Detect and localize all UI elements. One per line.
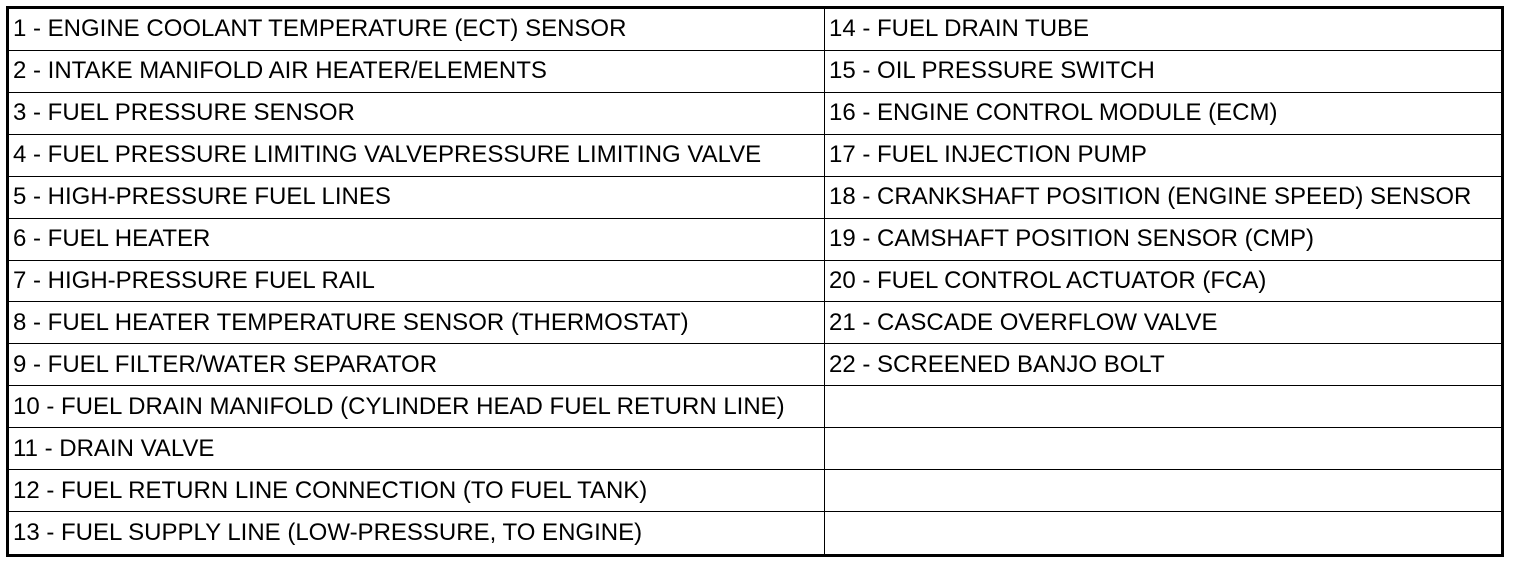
legend-cell-empty-2: [825, 428, 1501, 470]
legend-cell-12: 12 - FUEL RETURN LINE CONNECTION (TO FUEL TANK): [9, 470, 825, 512]
legend-cell-10: 10 - FUEL DRAIN MANIFOLD (CYLINDER HEAD FUEL RETURN LINE): [9, 386, 825, 428]
legend-cell-4: 4 - FUEL PRESSURE LIMITING VALVEPRESSURE LIMITING VALVE: [9, 135, 825, 177]
legend-cell-6: 6 - FUEL HEATER: [9, 219, 825, 261]
legend-cell-1: 1 - ENGINE COOLANT TEMPERATURE (ECT) SENSOR: [9, 9, 825, 51]
legend-cell-19: 19 - CAMSHAFT POSITION SENSOR (CMP): [825, 219, 1501, 261]
legend-cell-8: 8 - FUEL HEATER TEMPERATURE SENSOR (THERMOSTAT): [9, 302, 825, 344]
legend-cell-13: 13 - FUEL SUPPLY LINE (LOW-PRESSURE, TO ENGINE): [9, 512, 825, 554]
legend-cell-21: 21 - CASCADE OVERFLOW VALVE: [825, 302, 1501, 344]
legend-cell-14: 14 - FUEL DRAIN TUBE: [825, 9, 1501, 51]
legend-cell-empty-3: [825, 470, 1501, 512]
legend-cell-9: 9 - FUEL FILTER/WATER SEPARATOR: [9, 344, 825, 386]
legend-cell-11: 11 - DRAIN VALVE: [9, 428, 825, 470]
component-legend-table: [6, 6, 1504, 557]
legend-cell-20: 20 - FUEL CONTROL ACTUATOR (FCA): [825, 261, 1501, 303]
legend-cell-15: 15 - OIL PRESSURE SWITCH: [825, 51, 1501, 93]
legend-cell-empty-4: [825, 512, 1501, 554]
legend-cell-7: 7 - HIGH-PRESSURE FUEL RAIL: [9, 261, 825, 303]
legend-cell-5: 5 - HIGH-PRESSURE FUEL LINES: [9, 177, 825, 219]
legend-cell-22: 22 - SCREENED BANJO BOLT: [825, 344, 1501, 386]
legend-cell-16: 16 - ENGINE CONTROL MODULE (ECM): [825, 93, 1501, 135]
legend-cell-2: 2 - INTAKE MANIFOLD AIR HEATER/ELEMENTS: [9, 51, 825, 93]
legend-cell-3: 3 - FUEL PRESSURE SENSOR: [9, 93, 825, 135]
legend-cell-18: 18 - CRANKSHAFT POSITION (ENGINE SPEED) SENSOR: [825, 177, 1501, 219]
legend-cell-empty-1: [825, 386, 1501, 428]
legend-cell-17: 17 - FUEL INJECTION PUMP: [825, 135, 1501, 177]
